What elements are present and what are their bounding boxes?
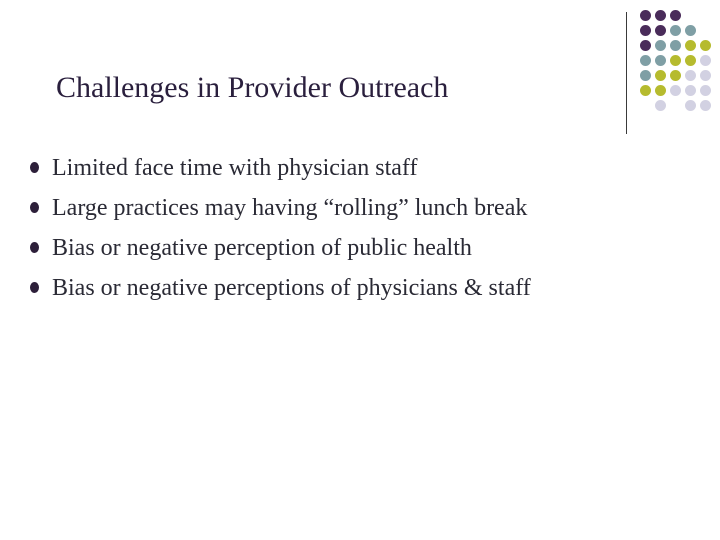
decor-dot [700, 100, 711, 111]
decor-dot [670, 85, 681, 96]
decor-dot [655, 25, 666, 36]
decor-dot [700, 10, 711, 21]
bullet-item [30, 228, 531, 268]
bullet-icon [30, 162, 39, 173]
decor-dot [670, 55, 681, 66]
decor-dot [640, 70, 651, 81]
decor-dot [685, 85, 696, 96]
decor-dot [670, 25, 681, 36]
decor-dot [685, 40, 696, 51]
decor-dot [685, 10, 696, 21]
decor-dot [670, 40, 681, 51]
decor-dot [685, 70, 696, 81]
decor-dot [655, 10, 666, 21]
decor-dot [655, 100, 666, 111]
decor-dot [700, 70, 711, 81]
decor-dot [700, 40, 711, 51]
vertical-divider [626, 12, 627, 134]
bullet-icon [30, 202, 39, 213]
decor-dot [685, 25, 696, 36]
bullet-text: Bias or negative perceptions of physicians & staff [52, 275, 531, 301]
bullet-text: Bias or negative perception of public health [52, 235, 472, 261]
decor-dot [640, 55, 651, 66]
decor-dot [640, 25, 651, 36]
decor-dot [685, 55, 696, 66]
bullet-icon [30, 242, 39, 253]
bullet-item [30, 148, 531, 188]
decor-dot [700, 85, 711, 96]
decor-dot [685, 100, 696, 111]
bullet-list [30, 148, 531, 308]
decor-dot [655, 70, 666, 81]
decor-dot [655, 40, 666, 51]
decor-dot [640, 40, 651, 51]
decor-dot [640, 10, 651, 21]
decor-dot [655, 55, 666, 66]
bullet-icon [30, 282, 39, 293]
decor-dot [670, 100, 681, 111]
bullet-item [30, 268, 531, 308]
decor-dot [640, 85, 651, 96]
decor-dot [670, 70, 681, 81]
decor-dot [670, 10, 681, 21]
decor-dot [640, 100, 651, 111]
decor-dot [700, 25, 711, 36]
bullet-text: Large practices may having “rolling” lunch break [52, 195, 528, 221]
decor-dot [655, 85, 666, 96]
decor-dot [700, 55, 711, 66]
bullet-item [30, 188, 531, 228]
slide-title: Challenges in Provider Outreach [56, 71, 449, 104]
bullet-text: Limited face time with physician staff [52, 155, 418, 181]
decorative-dot-grid [640, 10, 712, 112]
